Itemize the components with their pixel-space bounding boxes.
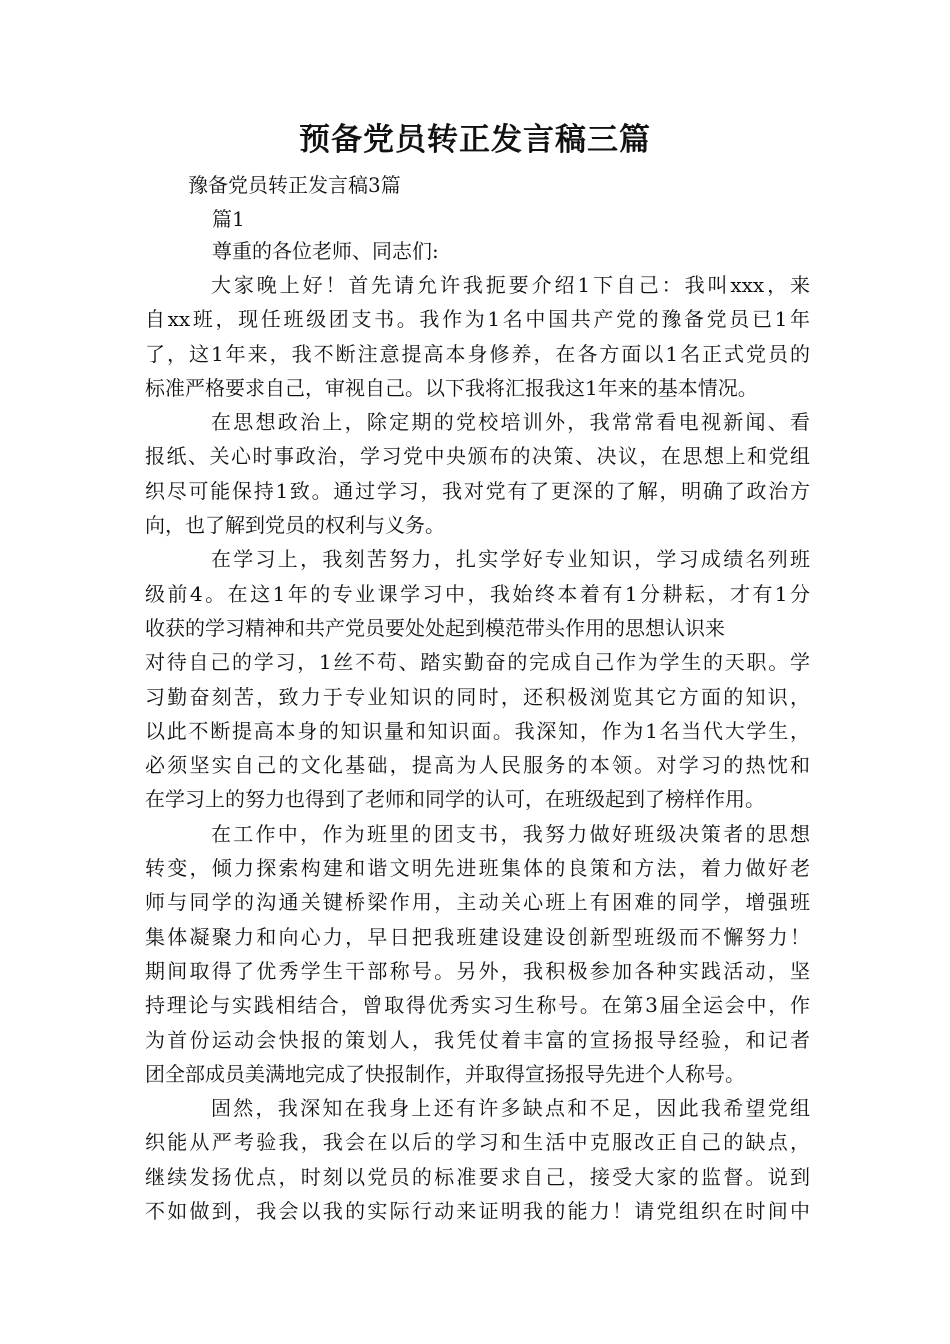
body-line: 持理论与实践相结合，曾取得优秀实习生称号。在第3届全运会中，作	[145, 993, 810, 1018]
body-line: 在学习上的努力也得到了老师和同学的认可，在班级起到了榜样作用。	[145, 787, 765, 812]
body-line: 固然，我深知在我身上还有许多缺点和不足，因此我希望党组	[211, 1096, 810, 1121]
body-line: 团全部成员美满地完成了快报制作，并取得宣扬报导先进个人称号。	[145, 1061, 745, 1086]
body-line: 为首份运动会快报的策划人，我凭仗着丰富的宣扬报导经验，和记者	[145, 1027, 810, 1052]
body-line: 向，也了解到党员的权利与义务。	[145, 513, 445, 538]
body-line: 自xx班，现任班级团支书。我作为1名中国共产党的豫备党员已1年	[145, 307, 810, 332]
body-line: 标准严格要求自己，审视自己。以下我将汇报我这1年来的基本情况。	[145, 375, 758, 400]
body-line: 收获的学习精神和共产党员要处处起到模范带头作用的思想认识来	[145, 615, 725, 640]
body-line: 以此不断提高本身的知识量和知识面。我深知，作为1名当代大学生，	[145, 718, 810, 743]
body-line: 必须坚实自己的文化基础，提高为人民服务的本领。对学习的热忱和	[145, 753, 810, 778]
section-heading: 篇1	[212, 207, 245, 231]
body-line: 大家晚上好！首先请允许我扼要介绍1下自己：我叫xxx，来	[211, 273, 810, 297]
body-text	[145, 268, 810, 1228]
body-line: 级前4。在这1年的专业课学习中，我始终本着有1分耕耘，才有1分	[145, 581, 810, 606]
body-line: 在学习上，我刻苦努力，扎实学好专业知识，学习成绩名列班	[211, 547, 810, 572]
body-line: 转变，倾力探索构建和谐文明先进班集体的良策和方法，着力做好老	[145, 856, 810, 881]
body-line: 习勤奋刻苦，致力于专业知识的同时，还积极浏览其它方面的知识，	[145, 684, 810, 709]
body-line: 期间取得了优秀学生干部称号。另外，我积极参加各种实践活动，坚	[145, 958, 810, 983]
body-line: 织尽可能保持1致。通过学习，我对党有了更深的了解，明确了政治方	[145, 478, 810, 503]
body-line: 报纸、关心时事政治，学习党中央颁布的决策、决议，在思想上和党组	[145, 444, 810, 469]
greeting-line: 尊重的各位老师、同志们:	[212, 239, 439, 263]
document-subtitle: 豫备党员转正发言稿3篇	[188, 173, 401, 197]
body-line: 师与同学的沟通关键桥梁作用，主动关心班上有困难的同学，增强班	[145, 890, 810, 915]
body-line: 继续发扬优点，时刻以党员的标准要求自己，接受大家的监督。说到	[145, 1164, 810, 1189]
document-title: 预备党员转正发言稿三篇	[299, 122, 651, 158]
body-line: 不如做到，我会以我的实际行动来证明我的能力！请党组织在时间中	[145, 1199, 810, 1224]
body-line: 对待自己的学习，1丝不苟、踏实勤奋的完成自己作为学生的天职。学	[145, 650, 810, 675]
body-line: 在工作中，作为班里的团支书，我努力做好班级决策者的思想	[211, 821, 810, 846]
body-line: 集体凝聚力和向心力，早日把我班建设建设创新型班级而不懈努力！	[145, 924, 810, 949]
body-line: 在思想政治上，除定期的党校培训外，我常常看电视新闻、看	[211, 410, 810, 435]
body-line: 了，这1年来，我不断注意提高本身修养，在各方面以1名正式党员的	[145, 341, 810, 366]
body-line: 织能从严考验我，我会在以后的学习和生活中克服改正自己的缺点，	[145, 1130, 810, 1155]
